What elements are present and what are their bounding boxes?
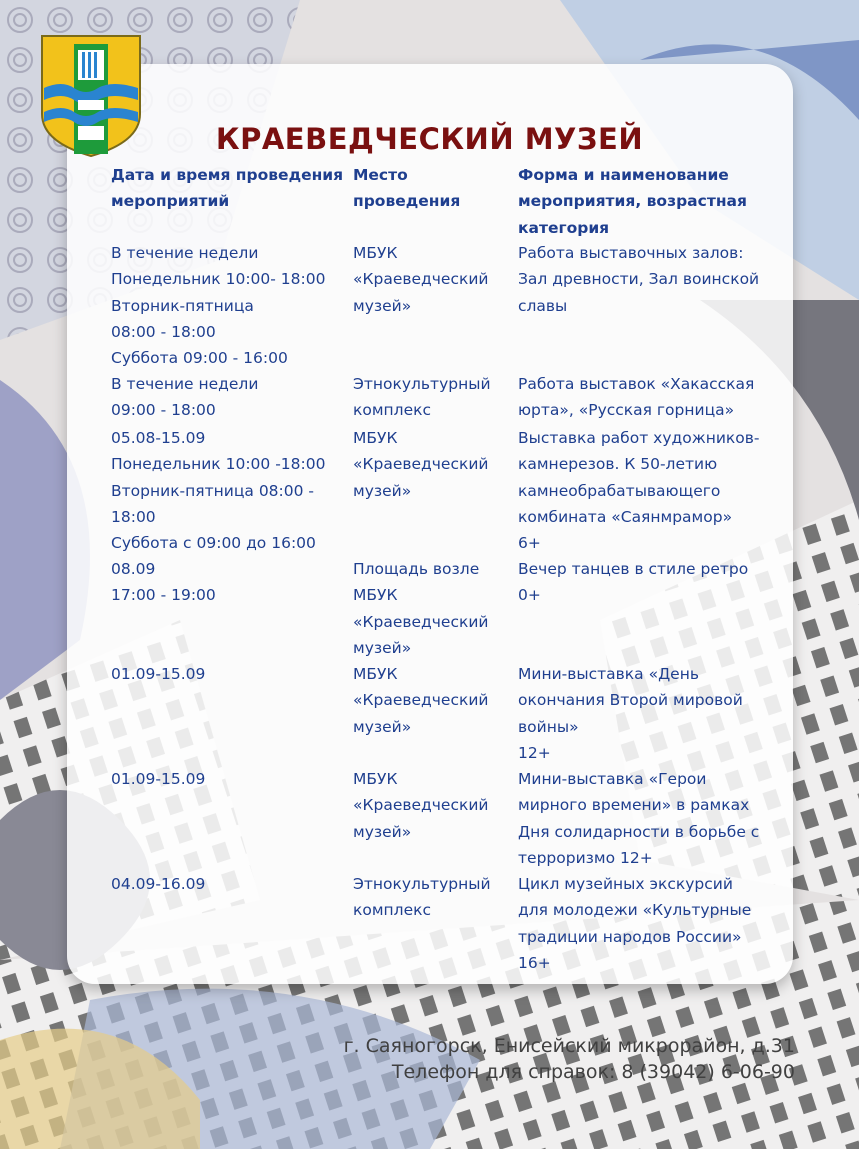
row-3-event: Выставка работ художников- камнерезов. К 50-летию камнеобрабатывающего комбината «Саянмрамор» 6+	[518, 429, 760, 553]
row-5-event: Мини-выставка «День окончания Второй мировой войны» 12+	[518, 665, 743, 762]
column-header-date: Дата и время проведения мероприятий	[111, 166, 344, 211]
row-1-date: В течение недели Понедельник 10:00- 18:00 Вторник-пятница 08:00 - 18:00 Суббота 09:00 - 16:00	[111, 244, 326, 368]
row-2-place: Этнокультурный комплекс	[353, 375, 491, 420]
row-4-event: Вечер танцев в стиле ретро 0+	[518, 560, 749, 605]
row-3-date: 05.08-15.09 Понедельник 10:00 -18:00 Вторник-пятница 08:00 - 18:00 Суббота с 09:00 до 16:00	[111, 429, 326, 553]
column-header-place: Место проведения	[353, 166, 461, 211]
footer-phone: Телефон для справок: 8 (39042) 6-06-90	[391, 1061, 795, 1083]
page-title: КРАЕВЕДЧЕСКИЙ МУЗЕЙ	[215, 122, 644, 156]
row-5-place: МБУК «Краеведческий музей»	[353, 665, 489, 736]
row-6-place: МБУК «Краеведческий музей»	[353, 770, 489, 841]
row-1-event: Работа выставочных залов: Зал древности, Зал воинской славы	[518, 244, 760, 315]
row-4-date: 08.09 17:00 - 19:00	[111, 560, 216, 605]
row-7-place: Этнокультурный комплекс	[353, 875, 491, 920]
footer-address: г. Саяногорск, Енисейский микрорайон, д.31	[343, 1035, 795, 1057]
row-7-date: 04.09-16.09	[111, 875, 206, 893]
row-5-date: 01.09-15.09	[111, 665, 206, 683]
row-4-place: Площадь возле МБУК «Краеведческий музей»	[353, 560, 489, 657]
column-header-event: Форма и наименование мероприятия, возрастная категория	[518, 166, 747, 237]
row-6-event: Мини-выставка «Герои мирного времени» в рамках Дня солидарности в борьбе с терроризмо 12+	[518, 770, 760, 867]
row-2-date: В течение недели 09:00 - 18:00	[111, 375, 259, 420]
row-2-event: Работа выставок «Хакасская юрта», «Русская горница»	[518, 375, 755, 420]
row-3-place: МБУК «Краеведческий музей»	[353, 429, 489, 500]
row-1-place: МБУК «Краеведческий музей»	[353, 244, 489, 315]
row-6-date: 01.09-15.09	[111, 770, 206, 788]
row-7-event: Цикл музейных экскурсий для молодежи «Культурные традиции народов России» 16+	[518, 875, 752, 972]
